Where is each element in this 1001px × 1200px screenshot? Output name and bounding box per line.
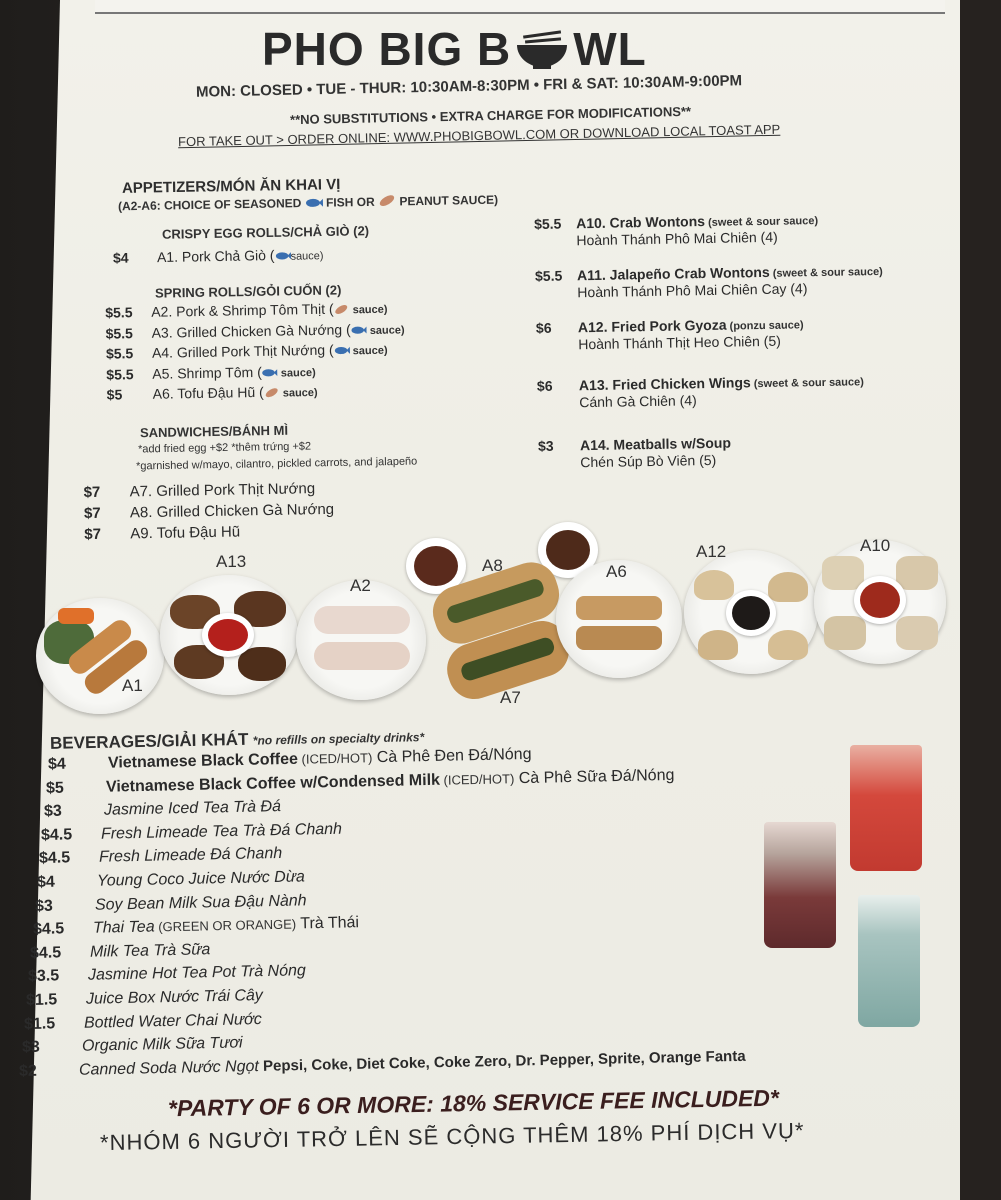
photo-label-a12: A12 [696, 542, 727, 561]
item-price: $7 [83, 504, 101, 523]
item-price: $5.5 [105, 324, 134, 342]
beverage-name: Bottled Water Chai Nước [83, 1010, 262, 1032]
beverage-viet: Cà Phê Đen Đá/Nóng [372, 745, 532, 767]
item-name: A4. Grilled Pork Thịt Nướng ( [151, 341, 334, 361]
beverage-price: $4.5 [29, 944, 62, 962]
plate-a10 [814, 540, 946, 664]
item-sauce: sauce) [366, 323, 405, 337]
item-name: A5. Shrimp Tôm ( [152, 363, 262, 382]
plate-a13 [160, 575, 298, 695]
item-name: A13. Fried Chicken Wings [578, 374, 751, 394]
item-sauce-note: (sweet & sour sauce) [769, 265, 883, 280]
beverage-price: $1.5 [23, 1014, 56, 1033]
beverages-heading: BEVERAGES/GIẢI KHÁT [49, 729, 249, 753]
sauce-choice-a: (A2-A6: CHOICE OF SEASONED [117, 196, 302, 214]
sandwich-egg-note: *add fried egg +$2 *thêm trứng +$2 [137, 440, 312, 456]
beverage-name: Vietnamese Black Coffee [107, 750, 299, 772]
item-sauce-note: (sweet & sour sauce) [704, 215, 819, 230]
beverage-item [30, 941, 211, 963]
menu-item-appetizer [534, 211, 819, 249]
item-name: A14. Meatballs w/Soup [579, 434, 732, 454]
item-name: A3. Grilled Chicken Gà Nướng ( [151, 320, 351, 341]
item-price: $5.5 [106, 365, 134, 383]
beverage-price: $3 [43, 802, 62, 821]
item-viet: Hoành Thánh Phô Mai Chiên (4) [576, 228, 778, 249]
drink-photo-red [850, 745, 922, 871]
item-name: A12. Fried Pork Gyoza [577, 316, 727, 336]
menu-item-appetizer [535, 262, 883, 301]
photo-label-a8: A8 [482, 556, 503, 575]
plate-a2 [296, 580, 426, 700]
item-name: A9. Tofu Đậu Hũ [130, 523, 241, 543]
item-price: $3 [537, 437, 554, 454]
plate-a12 [684, 550, 818, 674]
policy-note: **NO SUBSTITUTIONS • EXTRA CHARGE FOR MODIFICATIONS** [289, 103, 692, 128]
peanut-icon [333, 302, 349, 318]
sandwiches-heading: SANDWICHES/BÁNH MÌ [139, 422, 289, 441]
item-viet: Hoành Thánh Thịt Heo Chiên (5) [578, 332, 781, 353]
item-name: A6. Tofu Đậu Hũ ( [152, 383, 264, 402]
egg-rolls-heading: CRISPY EGG ROLLS/CHẢ GIÒ (2) [161, 223, 370, 242]
item-price: $7 [83, 483, 101, 502]
menu-item-appetizer [536, 315, 804, 353]
beverage-price: $4.5 [38, 849, 71, 868]
spring-rolls-heading: SPRING ROLLS/GỎI CUỐN (2) [154, 282, 342, 301]
party-fee-notice: *PARTY OF 6 OR MORE: 18% SERVICE FEE INCLUDED* [167, 1084, 780, 1122]
photo-label-a2: A2 [350, 576, 371, 595]
title-right: WL [573, 23, 647, 75]
photo-label-a10: A10 [860, 536, 891, 555]
food-photo-strip [0, 520, 1001, 720]
beverage-name: Thai Tea [92, 918, 155, 937]
plate-a1 [36, 598, 164, 714]
menu-top-strip [95, 0, 945, 14]
peanut-icon [264, 385, 280, 401]
photo-label-a7: A7 [500, 688, 521, 707]
photo-label-a6: A6 [606, 562, 627, 581]
item-viet: Chén Súp Bò Viên (5) [580, 451, 717, 471]
order-online-link[interactable]: FOR TAKE OUT > ORDER ONLINE: WWW.PHOBIGBOWL.COM OR DOWNLOAD LOCAL TOAST APP [177, 121, 781, 150]
drink-photo-green [858, 895, 920, 1027]
restaurant-title [262, 22, 647, 80]
beverage-viet: Cà Phê Sữa Đá/Nóng [514, 766, 675, 787]
item-sauce-note: (sweet & sour sauce) [750, 376, 864, 391]
party-fee-notice-vi: *NHÓM 6 NGƯỜI TRỞ LÊN SẼ CỘNG THÊM 18% PHÍ DỊCH VỤ* [99, 1117, 805, 1156]
beverage-price: $1.5 [25, 991, 58, 1009]
beverage-price: $3 [34, 897, 53, 915]
item-line [538, 435, 731, 454]
menu-item-appetizer [537, 372, 864, 411]
item-sauce: sauce) [290, 250, 324, 263]
item-name: A1. Pork Chả Giò ( [156, 247, 275, 266]
item-price: $5.5 [105, 345, 134, 362]
item-price: $5.5 [534, 215, 562, 232]
beverage-name: Jasmine Iced Tea Trà Đá [103, 798, 282, 819]
item-viet: Cánh Gà Chiên (4) [579, 392, 697, 411]
beverage-name: Soy Bean Milk Sua Đậu Nành [94, 891, 307, 914]
beverage-name: Fresh Limeade Đá Chanh [98, 845, 283, 867]
beverage-price: $4 [47, 755, 66, 773]
item-price: $7 [84, 525, 102, 544]
photo-label-a1: A1 [122, 676, 143, 695]
photo-label-a13: A13 [216, 552, 247, 571]
beverage-price: $4.5 [32, 920, 65, 939]
item-name: A10. Crab Wontons [575, 213, 706, 232]
beverage-name: Vietnamese Black Coffee w/Condensed Milk [105, 771, 441, 796]
drink-photo-coffee [764, 822, 836, 948]
item-sauce: sauce) [349, 344, 388, 358]
beverage-price: $4.5 [40, 826, 73, 844]
item-name: A11. Jalapeño Crab Wontons [576, 263, 770, 284]
item-viet: Hoành Thánh Phô Mai Chiên Cay (4) [577, 280, 808, 301]
spring-roll-list [105, 299, 406, 407]
item-name: A7. Grilled Pork Thịt Nướng [129, 480, 316, 501]
beverage-name: Fresh Limeade Tea Trà Đá Chanh [100, 820, 343, 843]
item-price: $5.5 [534, 267, 563, 284]
item-sauce: sauce) [279, 386, 318, 400]
title-left: PHO BIG B [262, 23, 512, 75]
item-price: $5 [106, 386, 123, 403]
beverage-modifier: (ICED/HOT) [439, 770, 515, 788]
beverage-modifier: (ICED/HOT) [297, 750, 373, 767]
beverage-price: $5 [45, 779, 64, 797]
beverage-name: Canned Soda Nước Ngọt [78, 1057, 260, 1079]
beverage-price: $3 [21, 1038, 40, 1057]
sauce-choice-b: FISH OR [325, 194, 375, 210]
menu-item-appetizer [538, 435, 731, 471]
opening-hours: MON: CLOSED • TUE - THUR: 10:30AM-8:30PM • FRI & SAT: 10:30AM-9:00PM [195, 72, 743, 101]
beverage-name: Organic Milk Sữa Tươi [81, 1034, 243, 1055]
fish-icon [334, 343, 350, 359]
sauce-choice-c: PEANUT SAUCE) [399, 192, 499, 209]
fish-icon [274, 248, 290, 264]
beverage-name: Young Coco Juice Nước Dừa [96, 868, 305, 890]
beverage-price: $2 [18, 1062, 37, 1080]
menu-item-a1 [113, 246, 324, 267]
noodle-bowl-icon [513, 26, 571, 80]
beverages-note: *no refills on specialty drinks* [252, 730, 425, 748]
beverage-price: $4 [36, 873, 55, 891]
beverage-viet: Trà Thái [296, 914, 360, 933]
item-name: A2. Pork & Shrimp Tôm Thịt ( [151, 300, 334, 320]
beverage-name: Juice Box Nước Trái Cây [85, 987, 264, 1008]
beverage-name: Milk Tea Trà Sữa [89, 941, 211, 961]
beverage-name: Jasmine Hot Tea Pot Trà Nóng [87, 962, 306, 985]
beverage-modifier: (GREEN OR ORANGE) [154, 916, 297, 935]
item-name: A8. Grilled Chicken Gà Nướng [129, 500, 335, 522]
sandwich-garnish-note: *garnished w/mayo, cilantro, pickled carrots, and jalapeño [135, 455, 418, 473]
item-price: $5.5 [105, 304, 133, 321]
item-sauce: sauce) [349, 303, 388, 317]
fish-icon [305, 197, 323, 211]
fish-icon [262, 364, 278, 380]
item-price: $6 [535, 319, 552, 336]
item-price: $6 [536, 377, 553, 394]
peanut-icon [378, 195, 396, 210]
item-sauce: sauce) [277, 366, 316, 380]
fish-icon [351, 322, 367, 338]
beverage-viet: Pepsi, Coke, Diet Coke, Coke Zero, Dr. Pepper, Sprite, Orange Fanta [258, 1047, 746, 1075]
beverage-price: $3.5 [27, 967, 60, 986]
appetizers-heading: APPETIZERS/MÓN ĂN KHAI VỊ [121, 176, 341, 197]
item-sauce-note: (ponzu sauce) [726, 319, 804, 333]
item-price: $4 [112, 249, 129, 266]
